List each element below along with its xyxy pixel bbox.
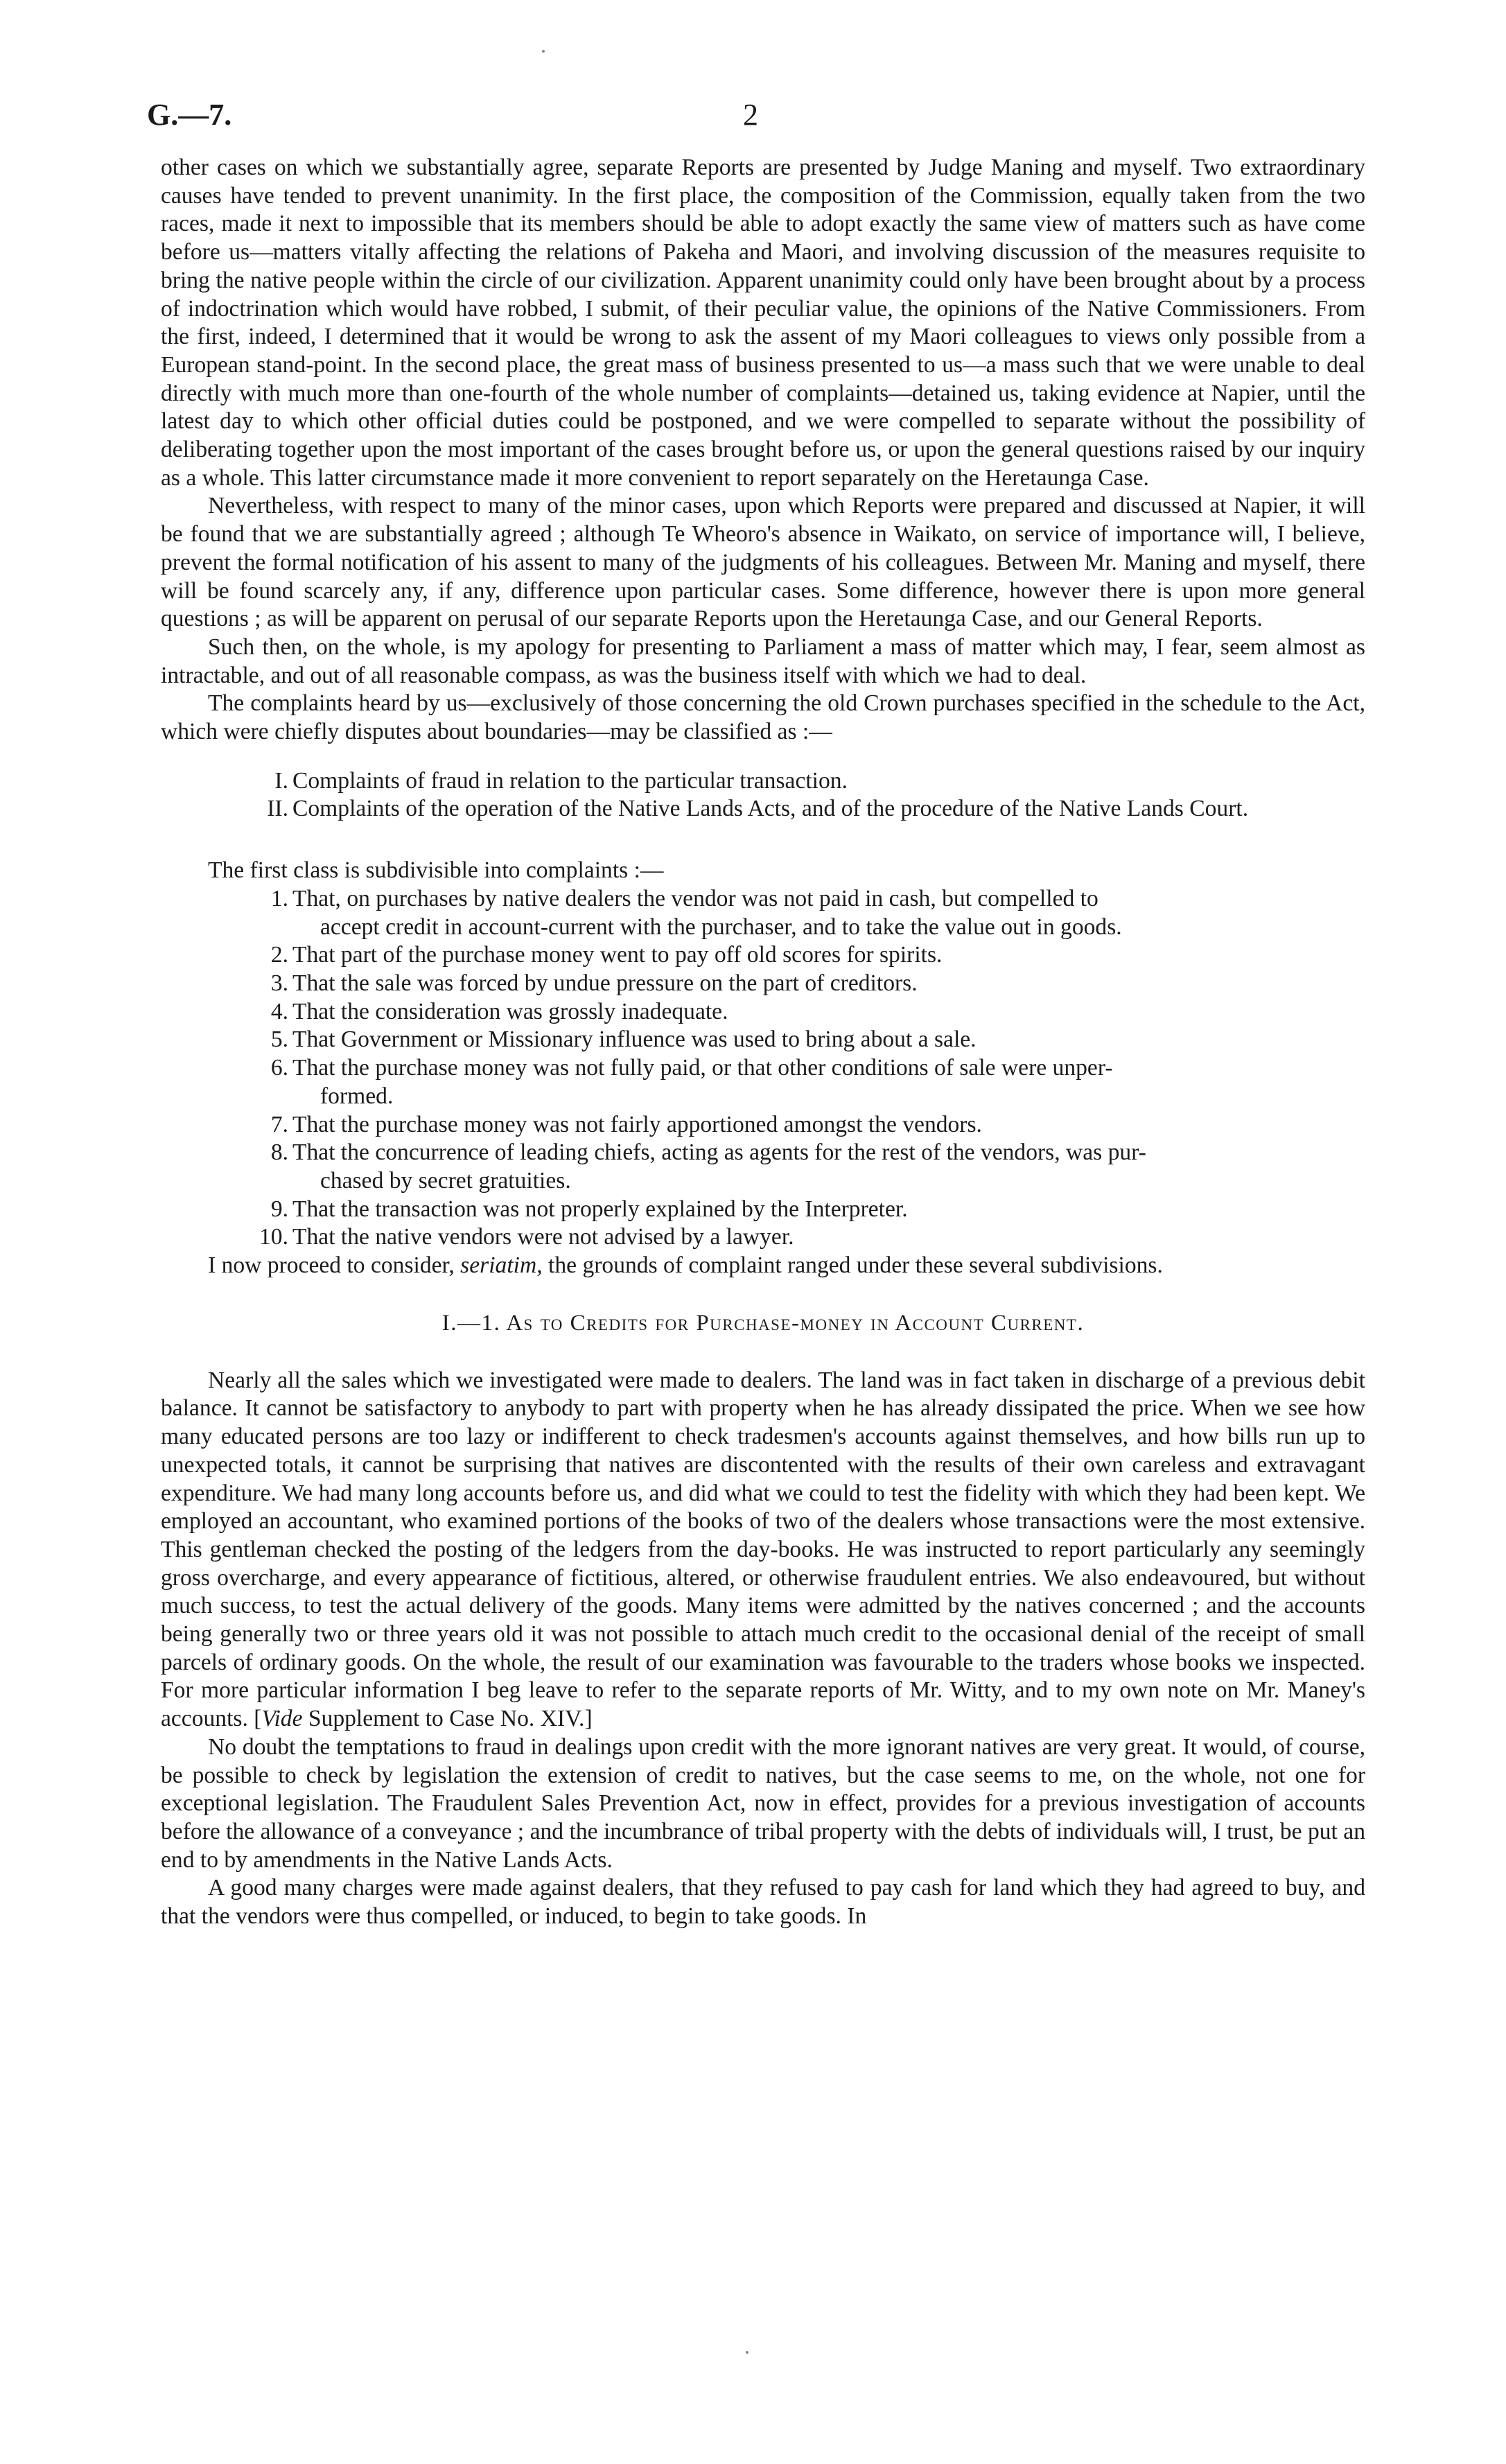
subdivisions-list [259,885,1365,1252]
paragraph-intro-2: Nevertheless, with respect to many of the minor cases, upon which Reports were prepared and discussed at Napier, it will be found that we are substantially agreed ; although Te Wheoro's absence in Waikato, on service of importance will, I believe, prevent the formal notification of his assent to many of the judgments of his colleagues. Between Mr. Maning and myself, there will be found scarcely any, if any, difference upon particular cases. Some difference, however there is upon more general questions ; as will be apparent on perusal of our separate Reports upon the Heretaunga Case, and our General Reports. [161,493,1365,632]
section-heading: I.—1. As to Credits for Purchase-money in Account Current. [441,1310,1085,1336]
section-italic-vide: Vide [261,1706,303,1732]
list-item-text: That the transaction was not properly explained by the Interpreter. [292,1196,908,1222]
paragraph-section-3: A good many charges were made against dealers, that they refused to pay cash for land which they had agreed to buy, and that the vendors were thus compelled, or induced, to begin to take goods. In [161,1875,1365,1930]
list-item-label: II. [267,796,288,822]
proceed-text-after: , the grounds of complaint ranged under these several subdivisions. [536,1252,1163,1279]
list-item [270,941,1365,970]
list-item-label: 5. [270,1026,288,1053]
list-item-label: 6. [270,1055,288,1081]
complaint-classes-list [267,767,1365,823]
page-header [147,97,1367,139]
list-item-text: That part of the purchase money went to pay off old scores for spirits. [292,942,943,968]
body-text [161,154,1365,1931]
list-item-text: That Government or Missionary influence was used to bring about a sale. [292,1026,977,1053]
list-item-text: That the native vendors were not advised by a lawyer. [292,1224,794,1250]
list-item-label: 3. [270,970,288,996]
paragraph-first-class: The first class is subdivisible into complaints :— [208,857,664,884]
list-item-text: That the purchase money was not fully paid, or that other conditions of sale were unper- [292,1055,1113,1081]
paragraph-intro-1: other cases on which we substantially agree, separate Reports are presented by Judge Maning and myself. Two extraordinary causes have tended to prevent unanimity. In the first place, the composition of the Commission, equally taken from the two races, made it next to impossible that its members should be able to adopt exactly the same view of matters such as have come before us—matters vitally affecting the relations of Pakeha and Maori, and involving discussion of the measures requisite to bring the native people within the circle of our civilization. Apparent unanimity could only have been brought about by a process of indoctrination which would have robbed, I submit, of their peculiar value, the opinions of the Native Commissioners. From the first, indeed, I determined that it would be wrong to ask the assent of my Maori colleagues to views only possible from a European stand-point. In the second place, the great mass of business presented to us—a mass such that we were unable to deal directly with much more than one-fourth of the whole number of complaints—detained us, taking evidence at Napier, until the latest day to which other official duties could be postponed, and we were compelled to separate without the possibility of deliberating together upon the most important of the cases brought before us, or upon the general questions raised by our inquiry as a whole. This latter circumstance made it more convenient to report separately on the Heretaunga Case. [161,155,1365,491]
proceed-text-before: I now proceed to consider, [208,1252,461,1279]
list-item [274,767,1365,796]
paragraph-section-2: No doubt the temptations to fraud in dealings upon credit with the more ignorant natives are very great. It would, of course, be possible to check by legislation the extension of credit to natives, but the case seems to me, on the whole, not one for exceptional legislation. The Fraudulent Sales Prevention Act, now in effect, provides for a previous investigation of accounts before the allowance of a conveyance ; and the incumbrance of tribal property with the debts of individuals will, I trust, be put an end to by amendments in the Native Lands Acts. [161,1733,1365,1873]
paragraph-intro-4: The complaints heard by us—exclusively of those concerning the old Crown purchases specified in the schedule to the Act, which were chiefly disputes about boundaries—may be classified as :— [161,690,1365,745]
list-item-text: That the concurrence of leading chiefs, acting as agents for the rest of the vendors, was pur- [292,1139,1146,1166]
list-item-continuation: chased by secret gratuities. [320,1167,571,1194]
list-item [270,885,1365,941]
list-item [259,1223,1365,1252]
list-item [267,795,1365,823]
list-item-text: That the sale was forced by undue pressure on the part of creditors. [292,970,918,996]
list-item [270,970,1365,998]
list-item-text: That the consideration was grossly inadequate. [292,998,728,1024]
scan-speck [746,2351,748,2354]
list-item-text: That, on purchases by native dealers the vendor was not paid in cash, but compelled to [292,885,1098,911]
list-item-text: That the purchase money was not fairly apportioned amongst the vendors. [292,1111,982,1137]
section-text-after: Supplement to Case No. XIV.] [302,1706,593,1732]
list-item [270,1026,1365,1054]
paragraph-intro-3: Such then, on the whole, is my apology for presenting to Parliament a mass of matter which may, I fear, seem almost as intractable, and out of all reasonable compass, as was the business itself with which we had to deal. [161,634,1365,688]
list-item-text: Complaints of fraud in relation to the particular transaction. [292,767,848,794]
paragraph-section-1 [161,1367,1365,1733]
list-item [270,1111,1365,1139]
list-item-text: Complaints of the operation of the Native Lands Acts, and of the procedure of the Native Lands Court. [292,796,1249,822]
list-item-label: 7. [270,1111,288,1137]
list-item [270,1054,1365,1110]
list-item-label: 1. [270,885,288,911]
list-item [270,1139,1365,1195]
list-item-label: 4. [270,998,288,1024]
list-item-label: 9. [270,1196,288,1222]
page-number: 2 [743,98,758,132]
list-item-label: I. [274,767,288,794]
list-item [270,998,1365,1026]
list-item-label: 2. [270,942,288,968]
document-reference: G.—7. [147,98,232,132]
list-item-continuation: formed. [320,1083,394,1109]
scan-speck [542,50,545,53]
list-item [270,1196,1365,1224]
list-item-continuation: accept credit in account-current with the purchaser, and to take the value out in goods. [320,914,1122,940]
section-text-before: Nearly all the sales which we investigated were made to dealers. The land was in fact taken in discharge of a previous debit balance. It cannot be satisfactory to anybody to part with property when he has already dissipated the price. When we see how many educated persons are too lazy or indifferent to check tradesmen's accounts against themselves, and how bills run up to unexpected totals, it cannot be surprising that natives are discontented with the results of their own careless and extravagant expenditure. We had many long accounts before us, and did what we could to test the fidelity with which they had been kept. We employed an accountant, who examined portions of the books of two of the dealers whose transactions were the most extensive. This gentleman checked the posting of the ledgers from the day-books. He was instructed to report particularly any seemingly gross overcharge, and every appearance of fictitious, altered, or otherwise fraudulent entries. We also endeavoured, but without much success, to test the actual delivery of the goods. Many items were admitted by the natives concerned ; and the accounts being generally two or three years old it was not possible to attach much credit to the occasional denial of the receipt of small parcels of ordinary goods. On the whole, the result of our examination was favourable to the traders whose books we inspected. For more particular information I beg leave to refer to the separate reports of Mr. Witty, and to my own note on Mr. Maney's accounts. [ [161,1367,1365,1732]
list-item-label: 10. [259,1224,288,1250]
paragraph-proceed [161,1252,1365,1280]
proceed-italic-term: seriatim [460,1252,537,1279]
list-item-label: 8. [270,1139,288,1166]
